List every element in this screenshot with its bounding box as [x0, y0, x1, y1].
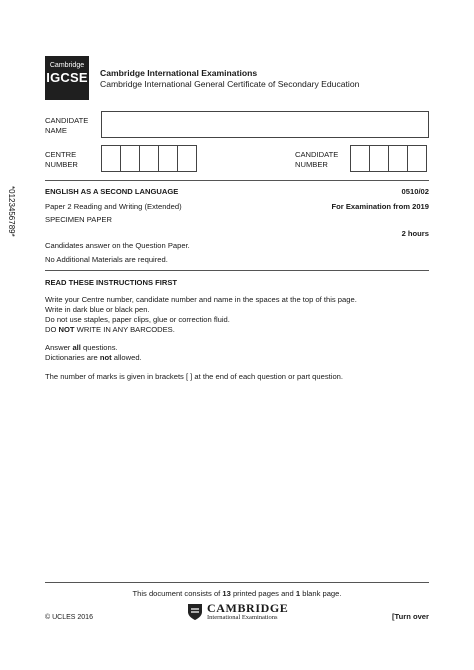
exam-year: For Examination from 2019 [331, 202, 429, 211]
instruction-text: DO [45, 325, 59, 334]
instruction-line [45, 343, 142, 353]
copyright: © UCLES 2016 [45, 614, 93, 621]
side-barcode-text: *0123456789* [7, 186, 16, 237]
centre-number-cell[interactable] [177, 145, 197, 172]
instruction-emphasis: not [99, 353, 112, 362]
candidate-name-label-line1: CANDIDATE [45, 116, 89, 125]
centre-number-label-line2: NUMBER [45, 160, 78, 169]
instruction-text: allowed. [111, 353, 142, 362]
instruction-text: Answer [45, 343, 73, 352]
instructions-heading: READ THESE INSTRUCTIONS FIRST [45, 278, 178, 287]
page-count-text: printed pages and [230, 589, 296, 598]
candidate-number-label-line1: CANDIDATE [295, 150, 339, 159]
page-count-blank: 1 [295, 589, 301, 598]
candidate-number-cell[interactable] [369, 145, 389, 172]
instruction-emphasis: all [72, 343, 81, 352]
candidate-number-label [295, 150, 338, 170]
subject-title: ENGLISH AS A SECOND LANGUAGE [45, 187, 179, 196]
cambridge-crest-icon [187, 603, 203, 621]
divider [45, 270, 429, 271]
centre-number-label [45, 150, 78, 170]
instruction-emphasis: NOT [58, 325, 75, 334]
cambridge-igcse-logo [45, 56, 89, 100]
candidate-number-cell[interactable] [388, 145, 408, 172]
divider [45, 180, 429, 181]
instructions-block [45, 295, 357, 335]
cambridge-wordmark: CAMBRIDGE [207, 601, 289, 615]
page-count-text: This document consists of [132, 589, 223, 598]
centre-number-field[interactable] [101, 145, 197, 172]
instruction-line [45, 353, 142, 363]
candidate-name-field[interactable] [101, 111, 429, 138]
candidate-number-cell[interactable] [350, 145, 370, 172]
page-count-note [0, 589, 474, 598]
candidate-name-label [45, 116, 88, 136]
logo-line-1: Cambridge [49, 62, 85, 69]
page-count-text: blank page. [300, 589, 342, 598]
duration: 2 hours [401, 229, 429, 238]
centre-number-label-line1: CENTRE [45, 150, 77, 159]
centre-number-cell[interactable] [158, 145, 178, 172]
marks-note: The number of marks is given in brackets [ ] at the end of each question or part question. [45, 372, 344, 381]
instruction-line [45, 325, 357, 335]
instruction-line: Do not use staples, paper clips, glue or correction fluid. [45, 315, 230, 324]
materials-note: No Additional Materials are required. [45, 255, 168, 264]
exam-board-subtitle: Cambridge International General Certificate of Secondary Education [100, 79, 360, 89]
footer-divider [45, 582, 429, 583]
answer-rules [45, 343, 142, 363]
candidate-number-cell[interactable] [407, 145, 427, 172]
answer-note: Candidates answer on the Question Paper. [45, 241, 190, 250]
logo-line-2: IGCSE [46, 70, 88, 85]
page-count-printed: 13 [222, 589, 231, 598]
turn-over: [Turn over [392, 612, 429, 621]
candidate-number-field[interactable] [350, 145, 427, 172]
paper-title: Paper 2 Reading and Writing (Extended) [45, 202, 182, 211]
candidate-number-label-line2: NUMBER [295, 160, 328, 169]
instruction-line: Write your Centre number, candidate number and name in the spaces at the top of this page. [45, 295, 357, 304]
exam-board-title: Cambridge International Examinations [100, 68, 258, 78]
instruction-text: WRITE IN ANY BARCODES. [74, 325, 175, 334]
cambridge-wordmark-sub: International Examinations [207, 614, 278, 621]
candidate-name-label-line2: NAME [45, 126, 67, 135]
instruction-line: Write in dark blue or black pen. [45, 305, 150, 314]
centre-number-cell[interactable] [139, 145, 159, 172]
paper-code: 0510/02 [401, 187, 429, 196]
centre-number-cell[interactable] [120, 145, 140, 172]
instruction-text: Dictionaries are [45, 353, 100, 362]
instruction-text: questions. [80, 343, 118, 352]
centre-number-cell[interactable] [101, 145, 121, 172]
specimen-label: SPECIMEN PAPER [45, 215, 112, 224]
